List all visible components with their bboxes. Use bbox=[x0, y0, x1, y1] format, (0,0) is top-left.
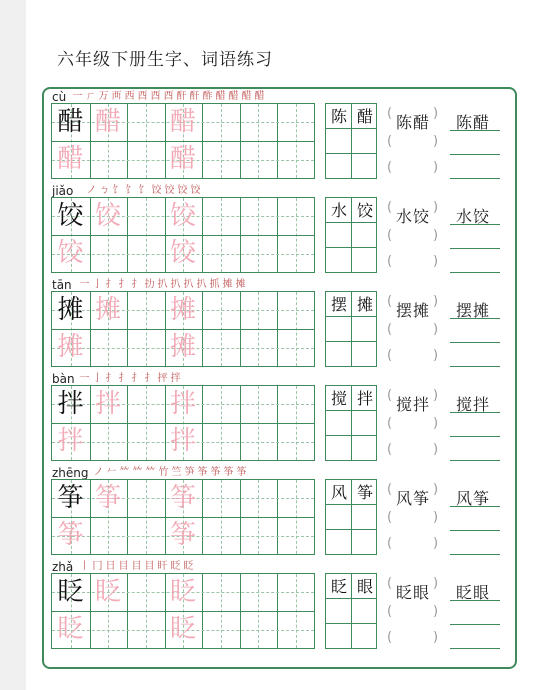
word-character: 眨 bbox=[330, 577, 347, 596]
word-answer: 搅拌 bbox=[456, 395, 491, 414]
answer-line[interactable] bbox=[450, 248, 500, 249]
stroke-step: 酉 bbox=[150, 91, 161, 102]
answer-line[interactable] bbox=[450, 178, 500, 179]
word-character: 摆 bbox=[330, 295, 347, 314]
stroke-step: 筝 bbox=[197, 467, 208, 478]
stroke-step: 竺 bbox=[171, 467, 182, 478]
word-example: 摆摊 bbox=[396, 301, 431, 320]
stroke-step: 醋 bbox=[228, 91, 239, 102]
stroke-step: 饣 bbox=[138, 185, 149, 196]
stroke-step: 眨 bbox=[170, 561, 181, 572]
answer-line[interactable] bbox=[450, 530, 500, 531]
word-character: 饺 bbox=[356, 201, 373, 220]
stroke-step: 一 bbox=[72, 91, 83, 102]
bracket: ( bbox=[387, 416, 393, 431]
practice-grid bbox=[51, 573, 315, 649]
word-character: 陈 bbox=[330, 107, 347, 126]
stroke-step: 醋 bbox=[254, 91, 265, 102]
grid-line bbox=[326, 153, 376, 154]
bracket: ( bbox=[387, 388, 393, 403]
bracket: ) bbox=[433, 228, 439, 243]
bracket: ) bbox=[433, 482, 439, 497]
stroke-step: 扒 bbox=[157, 279, 168, 290]
trace-character: 醋 bbox=[169, 144, 196, 174]
trace-character: 醋 bbox=[94, 107, 121, 137]
pinyin-label: cù bbox=[52, 90, 67, 104]
stroke-step: 扐 bbox=[144, 279, 155, 290]
bracket: ) bbox=[433, 134, 439, 149]
model-character: 拌 bbox=[57, 389, 84, 419]
answer-line[interactable] bbox=[450, 342, 500, 343]
bracket: ) bbox=[433, 160, 439, 175]
word-character: 筝 bbox=[356, 483, 373, 502]
stroke-order bbox=[79, 278, 246, 292]
bracket: ) bbox=[433, 294, 439, 309]
bracket: ( bbox=[387, 482, 393, 497]
bracket: ) bbox=[433, 200, 439, 215]
grid-line bbox=[326, 435, 376, 436]
stroke-step: 一 bbox=[79, 373, 90, 384]
stroke-step: 扌 bbox=[131, 373, 142, 384]
trace-character: 眨 bbox=[94, 577, 121, 607]
stroke-step: 饺 bbox=[177, 185, 188, 196]
stroke-step: 扌 bbox=[105, 279, 116, 290]
stroke-step: 饣 bbox=[125, 185, 136, 196]
bracket: ( bbox=[387, 630, 393, 645]
pinyin-label: tān bbox=[52, 278, 72, 292]
stroke-step: 扌 bbox=[118, 373, 129, 384]
stroke-step: 饣 bbox=[112, 185, 123, 196]
practice-section bbox=[0, 372, 549, 464]
stroke-step: 酢 bbox=[202, 91, 213, 102]
bracket: ( bbox=[387, 322, 393, 337]
stroke-step: 筝 bbox=[210, 467, 221, 478]
grid-line bbox=[326, 623, 376, 624]
bracket: ) bbox=[433, 388, 439, 403]
stroke-order bbox=[79, 372, 181, 386]
model-character: 筝 bbox=[57, 483, 84, 513]
pinyin-label: zhǎ bbox=[52, 560, 74, 574]
stroke-step: 襾 bbox=[111, 91, 122, 102]
trace-character: 筝 bbox=[169, 520, 196, 550]
answer-line[interactable] bbox=[450, 154, 500, 155]
stroke-order bbox=[86, 184, 201, 198]
bracket: ( bbox=[387, 134, 393, 149]
stroke-step: 𥫗 bbox=[119, 467, 130, 478]
stroke-step: 𥫗 bbox=[145, 467, 156, 478]
bracket: ( bbox=[387, 536, 393, 551]
stroke-step: 扌 bbox=[131, 279, 142, 290]
stroke-step: ノ bbox=[93, 467, 104, 478]
bracket: ( bbox=[387, 604, 393, 619]
word-character: 醋 bbox=[356, 107, 373, 126]
stroke-step: 万 bbox=[98, 91, 109, 102]
trace-character: 筝 bbox=[57, 520, 84, 550]
model-character: 眨 bbox=[57, 577, 84, 607]
stroke-step: 醋 bbox=[215, 91, 226, 102]
stroke-step: 扌 bbox=[105, 373, 116, 384]
trace-character: 摊 bbox=[94, 295, 121, 325]
stroke-step: ㄅ bbox=[99, 185, 110, 196]
trace-character: 拌 bbox=[169, 426, 196, 456]
bracket: ) bbox=[433, 442, 439, 457]
grid-line bbox=[326, 316, 376, 317]
stroke-step: 扌 bbox=[144, 373, 155, 384]
bracket: ( bbox=[387, 294, 393, 309]
pinyin-label: bàn bbox=[52, 372, 75, 386]
trace-character: 摊 bbox=[169, 332, 196, 362]
practice-section bbox=[0, 90, 549, 182]
trace-character: 饺 bbox=[57, 238, 84, 268]
trace-character: 饺 bbox=[94, 201, 121, 231]
stroke-order bbox=[72, 90, 265, 104]
stroke-step: 𥫗 bbox=[132, 467, 143, 478]
trace-character: 醋 bbox=[169, 107, 196, 137]
bracket: ( bbox=[387, 576, 393, 591]
practice-grid bbox=[51, 385, 315, 461]
stroke-step: 𠂉 bbox=[106, 467, 117, 478]
stroke-step: 眨 bbox=[183, 561, 194, 572]
grid-line bbox=[326, 247, 376, 248]
bracket: ( bbox=[387, 442, 393, 457]
stroke-step: 竹 bbox=[158, 467, 169, 478]
word-answer: 陈醋 bbox=[456, 113, 491, 132]
grid-line bbox=[326, 222, 376, 223]
answer-line[interactable] bbox=[450, 460, 500, 461]
stroke-step: 酉 bbox=[137, 91, 148, 102]
stroke-step: 扒 bbox=[183, 279, 194, 290]
stroke-step: 日 bbox=[105, 561, 116, 572]
model-character: 摊 bbox=[57, 295, 84, 325]
bracket: ) bbox=[433, 106, 439, 121]
grid-line bbox=[326, 504, 376, 505]
stroke-step: 丨 bbox=[79, 561, 90, 572]
trace-character: 眨 bbox=[169, 614, 196, 644]
word-character: 风 bbox=[330, 483, 347, 502]
stroke-step: 饺 bbox=[164, 185, 175, 196]
trace-character: 眨 bbox=[169, 577, 196, 607]
trace-character: 拌 bbox=[94, 389, 121, 419]
stroke-step: 抨 bbox=[157, 373, 168, 384]
stroke-step: 抓 bbox=[209, 279, 220, 290]
word-grid bbox=[325, 479, 377, 555]
stroke-step: 扒 bbox=[170, 279, 181, 290]
stroke-step: 目 bbox=[144, 561, 155, 572]
answer-line[interactable] bbox=[450, 412, 500, 413]
trace-character: 筝 bbox=[169, 483, 196, 513]
answer-line[interactable] bbox=[450, 436, 500, 437]
stroke-step: 扒 bbox=[196, 279, 207, 290]
stroke-step: 西 bbox=[124, 91, 135, 102]
bracket: ) bbox=[433, 536, 439, 551]
stroke-step: 筝 bbox=[223, 467, 234, 478]
stroke-step: 酐 bbox=[176, 91, 187, 102]
trace-character: 饺 bbox=[169, 201, 196, 231]
word-grid bbox=[325, 385, 377, 461]
word-character: 拌 bbox=[356, 389, 373, 408]
word-character: 摊 bbox=[356, 295, 373, 314]
bracket: ( bbox=[387, 160, 393, 175]
word-grid bbox=[325, 573, 377, 649]
practice-section bbox=[0, 278, 549, 370]
bracket: ( bbox=[387, 348, 393, 363]
word-character: 搅 bbox=[330, 389, 347, 408]
word-grid bbox=[325, 103, 377, 179]
practice-section bbox=[0, 466, 549, 558]
model-character: 饺 bbox=[57, 201, 84, 231]
word-grid bbox=[325, 291, 377, 367]
grid-line bbox=[326, 128, 376, 129]
stroke-step: 酉 bbox=[163, 91, 174, 102]
answer-line[interactable] bbox=[450, 554, 500, 555]
practice-grid bbox=[51, 479, 315, 555]
stroke-step: 拌 bbox=[170, 373, 181, 384]
pinyin-label: zhēng bbox=[52, 466, 89, 480]
answer-line[interactable] bbox=[450, 224, 500, 225]
worksheet-title: 六年级下册生字、词语练习 bbox=[57, 50, 273, 70]
bracket: ( bbox=[387, 510, 393, 525]
stroke-step: 盰 bbox=[157, 561, 168, 572]
stroke-step: 亅 bbox=[92, 279, 103, 290]
bracket: ( bbox=[387, 228, 393, 243]
stroke-step: 筝 bbox=[236, 467, 247, 478]
bracket: ) bbox=[433, 576, 439, 591]
stroke-step: 摊 bbox=[235, 279, 246, 290]
trace-character: 拌 bbox=[169, 389, 196, 419]
stroke-step: 笋 bbox=[184, 467, 195, 478]
word-example: 搅拌 bbox=[396, 395, 431, 414]
stroke-step: 一 bbox=[79, 279, 90, 290]
stroke-step: 醋 bbox=[241, 91, 252, 102]
practice-grid bbox=[51, 197, 315, 273]
word-example: 水饺 bbox=[396, 207, 431, 226]
bracket: ) bbox=[433, 630, 439, 645]
stroke-step: ㄏ bbox=[85, 91, 96, 102]
answer-line[interactable] bbox=[450, 506, 500, 507]
trace-character: 筝 bbox=[94, 483, 121, 513]
stroke-step: 酐 bbox=[189, 91, 200, 102]
answer-line[interactable] bbox=[450, 130, 500, 131]
stroke-step: 目 bbox=[131, 561, 142, 572]
stroke-order bbox=[79, 560, 194, 574]
trace-character: 拌 bbox=[57, 426, 84, 456]
bracket: ( bbox=[387, 106, 393, 121]
bracket: ( bbox=[387, 200, 393, 215]
stroke-step: 摊 bbox=[222, 279, 233, 290]
stroke-step: 目 bbox=[118, 561, 129, 572]
grid-line bbox=[326, 598, 376, 599]
practice-grid bbox=[51, 291, 315, 367]
bracket: ( bbox=[387, 254, 393, 269]
grid-line bbox=[326, 341, 376, 342]
bracket: ) bbox=[433, 254, 439, 269]
answer-line[interactable] bbox=[450, 600, 500, 601]
word-character: 水 bbox=[330, 201, 347, 220]
word-example: 陈醋 bbox=[396, 113, 431, 132]
stroke-step: ノ bbox=[86, 185, 97, 196]
practice-grid bbox=[51, 103, 315, 179]
stroke-step: 饺 bbox=[190, 185, 201, 196]
practice-section bbox=[0, 560, 549, 652]
word-example: 风筝 bbox=[396, 489, 431, 508]
bracket: ) bbox=[433, 416, 439, 431]
word-example: 眨眼 bbox=[396, 583, 431, 602]
word-answer: 水饺 bbox=[456, 207, 491, 226]
answer-line[interactable] bbox=[450, 318, 500, 319]
stroke-order bbox=[93, 466, 247, 480]
trace-character: 饺 bbox=[169, 238, 196, 268]
word-answer: 摆摊 bbox=[456, 301, 491, 320]
word-character: 眼 bbox=[356, 577, 373, 596]
answer-line[interactable] bbox=[450, 366, 500, 367]
stroke-step: 饺 bbox=[151, 185, 162, 196]
stroke-step: 冂 bbox=[92, 561, 103, 572]
model-character: 醋 bbox=[57, 107, 84, 137]
answer-line[interactable] bbox=[450, 624, 500, 625]
practice-section bbox=[0, 184, 549, 276]
bracket: ) bbox=[433, 348, 439, 363]
bracket: ) bbox=[433, 322, 439, 337]
word-grid bbox=[325, 197, 377, 273]
stroke-step: 亅 bbox=[92, 373, 103, 384]
grid-line bbox=[326, 529, 376, 530]
word-answer: 风筝 bbox=[456, 489, 491, 508]
pinyin-label: jiǎo bbox=[52, 184, 74, 198]
word-answer: 眨眼 bbox=[456, 583, 491, 602]
trace-character: 摊 bbox=[57, 332, 84, 362]
answer-line[interactable] bbox=[450, 648, 500, 649]
grid-line bbox=[326, 410, 376, 411]
bracket: ) bbox=[433, 604, 439, 619]
stroke-step: 扌 bbox=[118, 279, 129, 290]
bracket: ) bbox=[433, 510, 439, 525]
trace-character: 醋 bbox=[57, 144, 84, 174]
trace-character: 眨 bbox=[57, 614, 84, 644]
trace-character: 摊 bbox=[169, 295, 196, 325]
answer-line[interactable] bbox=[450, 272, 500, 273]
